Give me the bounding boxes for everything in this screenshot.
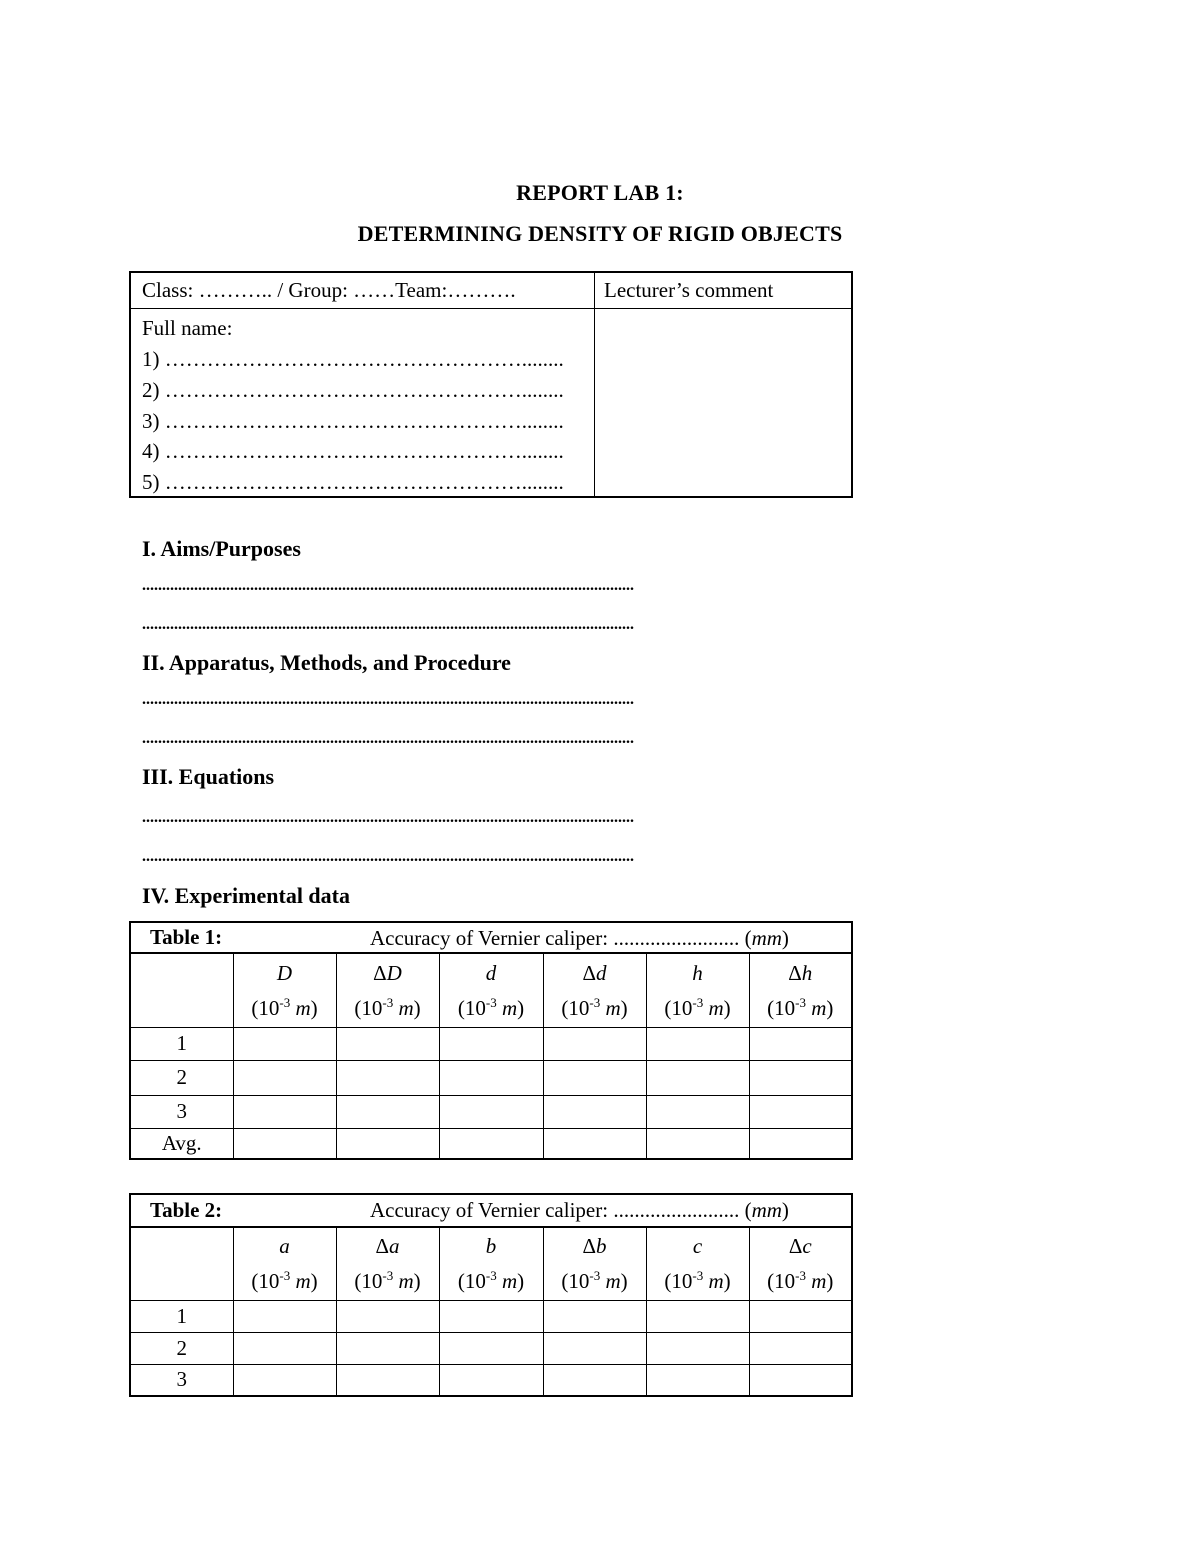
- class-group-team-field[interactable]: Class: ……….. / Group: ……Team:……….: [142, 278, 516, 302]
- row-label: 2: [130, 1332, 233, 1364]
- row-label: Avg.: [130, 1128, 233, 1159]
- member-name-field-5[interactable]: 5) ……………………………………………........: [142, 470, 564, 494]
- table-header-cell: d ($10^{-3}$ m): [439, 953, 543, 1027]
- data-cell[interactable]: [439, 1060, 543, 1095]
- table-row: [130, 1027, 852, 1060]
- table-row: [130, 1364, 852, 1396]
- info-table: [129, 271, 853, 498]
- data-cell[interactable]: [233, 1095, 336, 1128]
- data-cell[interactable]: [233, 1060, 336, 1095]
- data-cell[interactable]: [646, 1332, 749, 1364]
- data-cell[interactable]: [749, 1300, 852, 1332]
- table-row: [130, 1095, 852, 1128]
- member-name-field-1[interactable]: 1) ……………………………………………........: [142, 347, 564, 371]
- data-cell[interactable]: [749, 1027, 852, 1060]
- table-row: [130, 1060, 852, 1095]
- lecturer-comment-label: Lecturer’s comment: [604, 278, 774, 302]
- row-label: 3: [130, 1364, 233, 1396]
- data-cell[interactable]: [646, 1128, 749, 1159]
- data-cell[interactable]: [439, 1364, 543, 1396]
- data-cell[interactable]: [336, 1027, 439, 1060]
- table-header-cell: c ($10^{-3}$ m): [646, 1227, 749, 1300]
- data-cell[interactable]: [543, 1364, 646, 1396]
- table-2-accuracy: Accuracy of Vernier caliper: ........................ (mm): [370, 1198, 789, 1222]
- data-cell[interactable]: [336, 1095, 439, 1128]
- table-row: [130, 1300, 852, 1332]
- table-header-cell: Δd ($10^{-3}$ m): [543, 953, 646, 1027]
- full-name-label: Full name:: [142, 316, 233, 340]
- section-equations-heading: III. Equations: [142, 764, 275, 789]
- data-cell[interactable]: [646, 1095, 749, 1128]
- row-label: 2: [130, 1060, 233, 1095]
- data-cell[interactable]: [439, 1128, 543, 1159]
- table-1-accuracy-field[interactable]: ........................: [613, 926, 740, 950]
- data-cell[interactable]: [749, 1364, 852, 1396]
- equations-answer-line-1[interactable]: ...........................................................................................................................: [142, 809, 634, 826]
- data-cell[interactable]: [439, 1027, 543, 1060]
- data-cell[interactable]: [439, 1300, 543, 1332]
- data-cell[interactable]: [543, 1060, 646, 1095]
- data-table-2: [129, 1193, 853, 1397]
- table-header-cell: [130, 1227, 233, 1300]
- table-header-cell: Δa ($10^{-3}$ m): [336, 1227, 439, 1300]
- apparatus-answer-line-1[interactable]: ...........................................................................................................................: [142, 691, 634, 708]
- report-subtitle: DETERMINING DENSITY OF RIGID OBJECTS: [357, 221, 843, 246]
- report-title: REPORT LAB 1:: [516, 180, 684, 205]
- member-name-field-4[interactable]: 4) ……………………………………………........: [142, 439, 564, 463]
- data-cell[interactable]: [336, 1128, 439, 1159]
- table-1-label: Table 1:: [150, 925, 223, 949]
- data-cell[interactable]: [439, 1332, 543, 1364]
- table-header-cell: Δb ($10^{-3}$ m): [543, 1227, 646, 1300]
- aims-answer-line-2[interactable]: ...........................................................................................................................: [142, 616, 634, 633]
- member-name-field-2[interactable]: 2) ……………………………………………........: [142, 378, 564, 402]
- data-cell[interactable]: [336, 1332, 439, 1364]
- table-header-cell: Δc ($10^{-3}$ m): [749, 1227, 852, 1300]
- data-cell[interactable]: [543, 1128, 646, 1159]
- table-header-cell: D ($10^{-3}$ m): [233, 953, 336, 1027]
- data-cell[interactable]: [336, 1364, 439, 1396]
- data-cell[interactable]: [233, 1332, 336, 1364]
- data-cell[interactable]: [646, 1300, 749, 1332]
- section-aims-heading: I. Aims/Purposes: [142, 536, 301, 561]
- data-cell[interactable]: [543, 1027, 646, 1060]
- table-1-accuracy-unit: mm: [751, 926, 782, 950]
- table-2-accuracy-label: Accuracy of Vernier caliper:: [370, 1198, 614, 1222]
- data-cell[interactable]: [543, 1300, 646, 1332]
- table-header-cell: h ($10^{-3}$ m): [646, 953, 749, 1027]
- table-header-cell: b ($10^{-3}$ m): [439, 1227, 543, 1300]
- table-2-accuracy-unit: mm: [751, 1198, 782, 1222]
- data-cell[interactable]: [336, 1300, 439, 1332]
- equations-answer-line-2[interactable]: ...........................................................................................................................: [142, 848, 634, 865]
- info-divider-horizontal: [131, 308, 851, 309]
- data-cell[interactable]: [646, 1364, 749, 1396]
- table-header-cell: ΔD ($10^{-3}$ m): [336, 953, 439, 1027]
- table-row: [130, 1128, 852, 1159]
- data-cell[interactable]: [749, 1128, 852, 1159]
- table-2-accuracy-field[interactable]: ........................: [613, 1198, 740, 1222]
- table-row: [130, 1332, 852, 1364]
- table-1-caption: [130, 922, 852, 953]
- row-label: 1: [130, 1300, 233, 1332]
- data-cell[interactable]: [233, 1027, 336, 1060]
- data-cell[interactable]: [439, 1095, 543, 1128]
- data-cell[interactable]: [233, 1300, 336, 1332]
- data-cell[interactable]: [646, 1027, 749, 1060]
- row-label: 1: [130, 1027, 233, 1060]
- table-header-cell: a ($10^{-3}$ m): [233, 1227, 336, 1300]
- info-divider-vertical: [594, 273, 595, 496]
- table-2-label: Table 2:: [150, 1198, 223, 1222]
- table-2-caption: [130, 1194, 852, 1227]
- section-apparatus-heading: II. Apparatus, Methods, and Procedure: [142, 650, 511, 675]
- data-table-1: [129, 921, 853, 1160]
- data-cell[interactable]: [233, 1128, 336, 1159]
- table-1-accuracy: Accuracy of Vernier caliper: ........................ (mm): [370, 926, 789, 950]
- data-cell[interactable]: [646, 1060, 749, 1095]
- data-cell[interactable]: [543, 1095, 646, 1128]
- data-cell[interactable]: [543, 1332, 646, 1364]
- data-cell[interactable]: [749, 1332, 852, 1364]
- apparatus-answer-line-2[interactable]: ...........................................................................................................................: [142, 730, 634, 747]
- data-cell[interactable]: [749, 1060, 852, 1095]
- member-name-field-3[interactable]: 3) ……………………………………………........: [142, 409, 564, 433]
- data-cell[interactable]: [233, 1364, 336, 1396]
- table-1-accuracy-label: Accuracy of Vernier caliper:: [370, 926, 614, 950]
- aims-answer-line-1[interactable]: ...........................................................................................................................: [142, 577, 634, 594]
- section-experimental-heading: IV. Experimental data: [142, 883, 350, 908]
- data-cell[interactable]: [749, 1095, 852, 1128]
- table-header-cell: Δh ($10^{-3}$ m): [749, 953, 852, 1027]
- row-label: 3: [130, 1095, 233, 1128]
- table-header-cell: [130, 953, 233, 1027]
- data-cell[interactable]: [336, 1060, 439, 1095]
